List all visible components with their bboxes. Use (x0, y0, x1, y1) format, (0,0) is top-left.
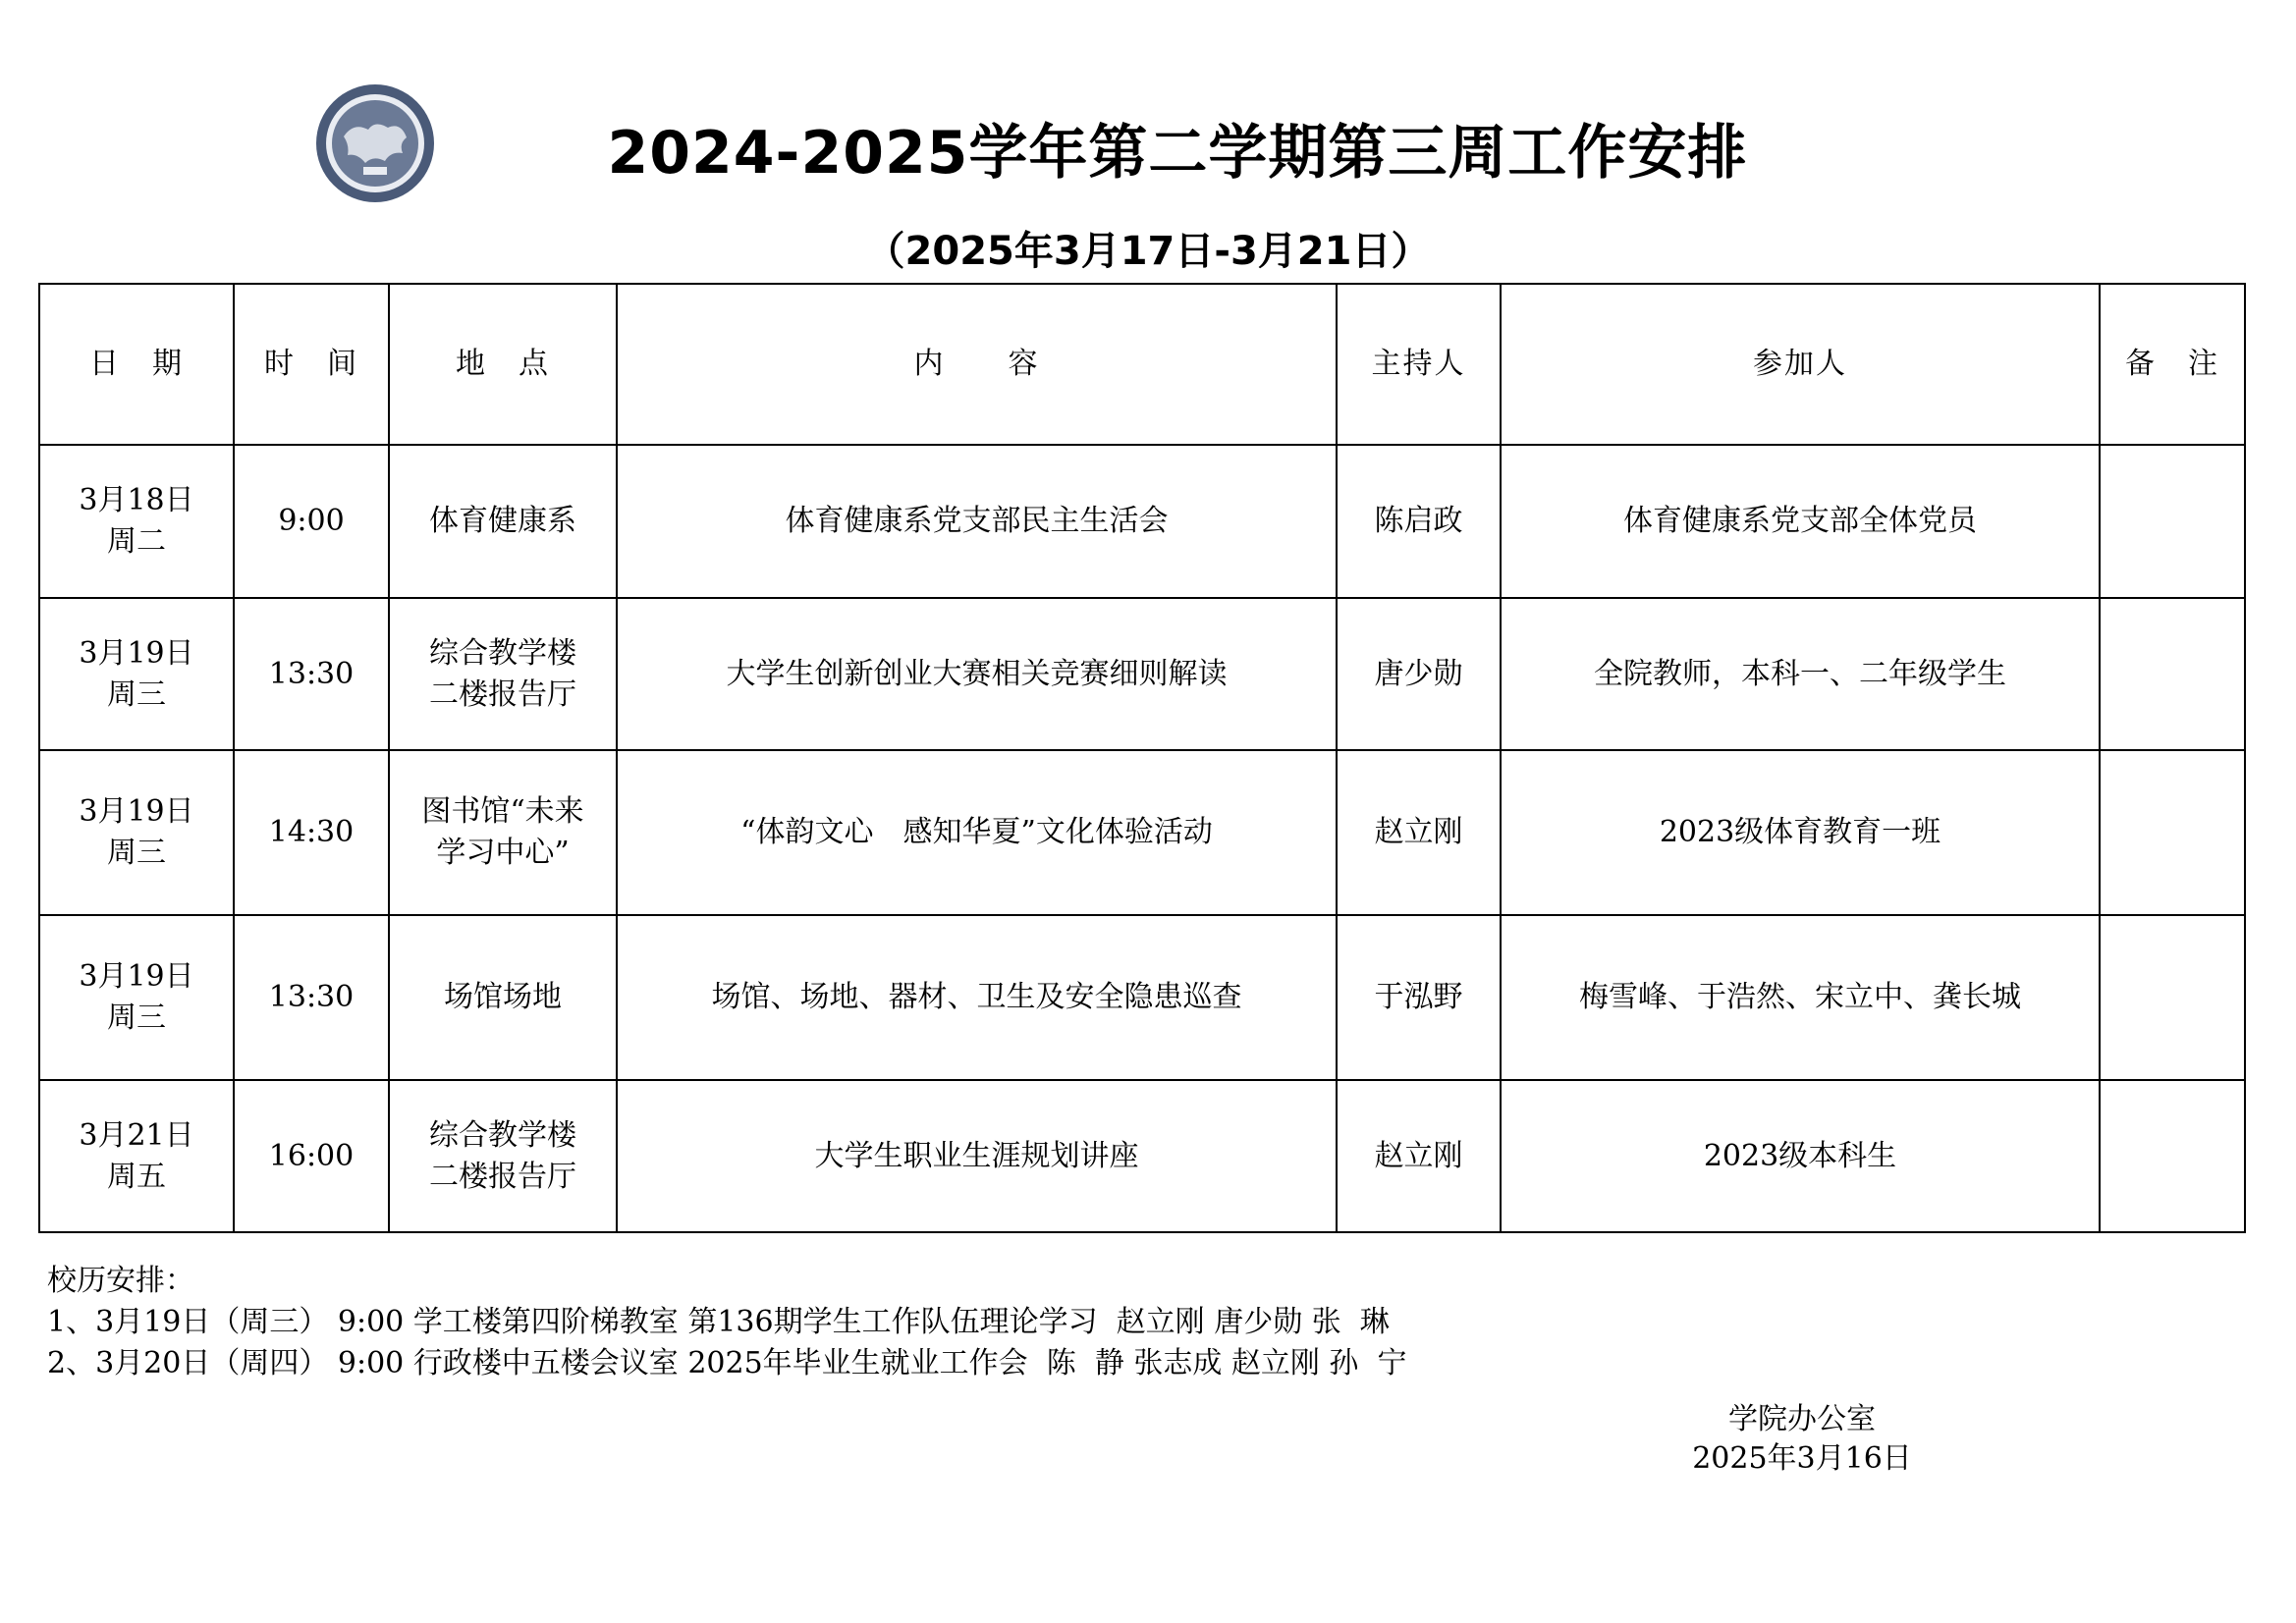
table-row (39, 445, 2245, 598)
column-header: 备 注 (2100, 284, 2245, 445)
date-cell: 3月18日 周二 (39, 445, 234, 598)
content-cell: “体韵文心 感知华夏”文化体验活动 (617, 750, 1337, 915)
content-cell: 大学生创新创业大赛相关竞赛细则解读 (617, 598, 1337, 750)
host-cell: 于泓野 (1337, 915, 1501, 1080)
place-cell: 体育健康系 (389, 445, 617, 598)
place-cell: 综合教学楼 二楼报告厅 (389, 1080, 617, 1232)
schedule-table (38, 283, 2246, 1233)
time-cell: 13:30 (234, 915, 389, 1080)
notes-heading: 校历安排： (47, 1264, 194, 1298)
column-header: 主持人 (1337, 284, 1501, 445)
table-header-row (39, 284, 2245, 445)
attendees-cell: 梅雪峰、于浩然、宋立中、龚长城 (1501, 915, 2100, 1080)
note-cell (2100, 750, 2245, 915)
date-range-subtitle: （2025年3月17日-3月21日） (865, 229, 1431, 274)
content-cell: 大学生职业生涯规划讲座 (617, 1080, 1337, 1232)
note-cell (2100, 1080, 2245, 1232)
table-row (39, 598, 2245, 750)
column-header: 参加人 (1501, 284, 2100, 445)
column-header: 日 期 (39, 284, 234, 445)
date-cell: 3月19日 周三 (39, 750, 234, 915)
place-cell: 图书馆“未来 学习中心” (389, 750, 617, 915)
place-cell: 场馆场地 (389, 915, 617, 1080)
note-cell (2100, 598, 2245, 750)
time-cell: 16:00 (234, 1080, 389, 1232)
time-cell: 9:00 (234, 445, 389, 598)
content-cell: 体育健康系党支部民主生活会 (617, 445, 1337, 598)
signature-office: 学院办公室 (1728, 1402, 1876, 1436)
time-cell: 13:30 (234, 598, 389, 750)
date-cell: 3月21日 周五 (39, 1080, 234, 1232)
note-cell (2100, 915, 2245, 1080)
content-cell: 场馆、场地、器材、卫生及安全隐患巡查 (617, 915, 1337, 1080)
attendees-cell: 2023级本科生 (1501, 1080, 2100, 1232)
notes-item: 1、3月19日（周三） 9:00 学工楼第四阶梯教室 第136期学生工作队伍理论学习 赵立刚 唐少勋 张 琳 (47, 1305, 1390, 1339)
signature-block (1669, 1400, 1935, 1479)
attendees-cell: 2023级体育教育一班 (1501, 750, 2100, 915)
host-cell: 赵立刚 (1337, 1080, 1501, 1232)
table-row (39, 915, 2245, 1080)
table-row (39, 750, 2245, 915)
host-cell: 唐少勋 (1337, 598, 1501, 750)
column-header: 内 容 (617, 284, 1337, 445)
calendar-notes (47, 1261, 1407, 1384)
host-cell: 陈启政 (1337, 445, 1501, 598)
note-cell (2100, 445, 2245, 598)
time-cell: 14:30 (234, 750, 389, 915)
attendees-cell: 全院教师，本科一、二年级学生 (1501, 598, 2100, 750)
page-title: 2024-2025学年第二学期第三周工作安排 (607, 119, 1748, 188)
table-row (39, 1080, 2245, 1232)
signature-date: 2025年3月16日 (1692, 1441, 1912, 1476)
column-header: 地 点 (389, 284, 617, 445)
host-cell: 赵立刚 (1337, 750, 1501, 915)
place-cell: 综合教学楼 二楼报告厅 (389, 598, 617, 750)
column-header: 时 间 (234, 284, 389, 445)
notes-item: 2、3月20日（周四） 9:00 行政楼中五楼会议室 2025年毕业生就业工作会 陈 静 张志成 赵立刚 孙 宁 (47, 1346, 1407, 1380)
attendees-cell: 体育健康系党支部全体党员 (1501, 445, 2100, 598)
date-cell: 3月19日 周三 (39, 915, 234, 1080)
date-cell: 3月19日 周三 (39, 598, 234, 750)
